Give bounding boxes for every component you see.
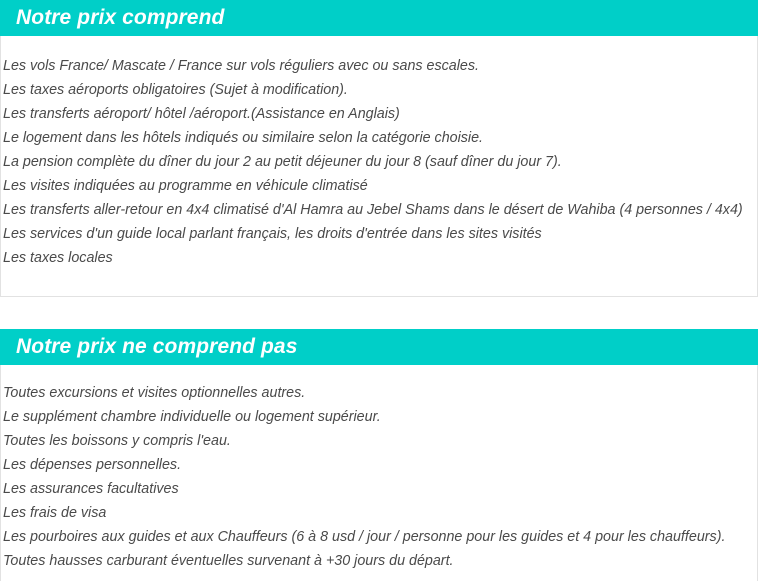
list-item: Les services d'un guide local parlant français, les droits d'entrée dans les sites visités (3, 226, 542, 242)
list-item: Les visites indiquées au programme en véhicule climatisé (3, 178, 368, 194)
list-item: Toutes excursions et visites optionnelles autres. (3, 385, 306, 401)
section-included-body (0, 36, 758, 297)
section-excluded-title: Notre prix ne comprend pas (0, 329, 758, 365)
spacer (1, 365, 757, 381)
list-item: Les assurances facultatives (3, 481, 179, 497)
list-item: Le supplément chambre individuelle ou logement supérieur. (3, 409, 381, 425)
list-item: Toutes hausses carburant éventuelles survenant à +30 jours du départ. (3, 553, 454, 569)
spacer (1, 270, 757, 296)
section-gap (0, 297, 758, 329)
section-excluded (0, 329, 758, 581)
list-item: Les dépenses personnelles. (3, 457, 182, 473)
list-item: Les taxes locales (3, 250, 113, 266)
spacer (1, 36, 757, 54)
list-item: Le logement dans les hôtels indiqués ou similaire selon la catégorie choisie. (3, 130, 484, 146)
list-item: Toutes les boissons y compris l'eau. (3, 433, 231, 449)
list-item: Les transferts aller-retour en 4x4 climatisé d'Al Hamra au Jebel Shams dans le désert de Wahiba (4 personnes / 4x4) (3, 202, 743, 218)
list-item: Les frais de visa (3, 505, 107, 521)
list-item: La pension complète du dîner du jour 2 au petit déjeuner du jour 8 (sauf dîner du jour 7). (3, 154, 562, 170)
list-item: Les transferts aéroport/ hôtel /aéroport.(Assistance en Anglais) (3, 106, 400, 122)
list-item: Les vols France/ Mascate / France sur vols réguliers avec ou sans escales. (3, 58, 479, 74)
list-item: Les taxes aéroports obligatoires (Sujet à modification). (3, 82, 348, 98)
section-excluded-body (0, 365, 758, 581)
list-item: Les pourboires aux guides et aux Chauffeurs (6 à 8 usd / jour / personne pour les guides et 4 pour les chauffeurs). (3, 529, 726, 545)
section-included-title: Notre prix comprend (0, 0, 758, 36)
